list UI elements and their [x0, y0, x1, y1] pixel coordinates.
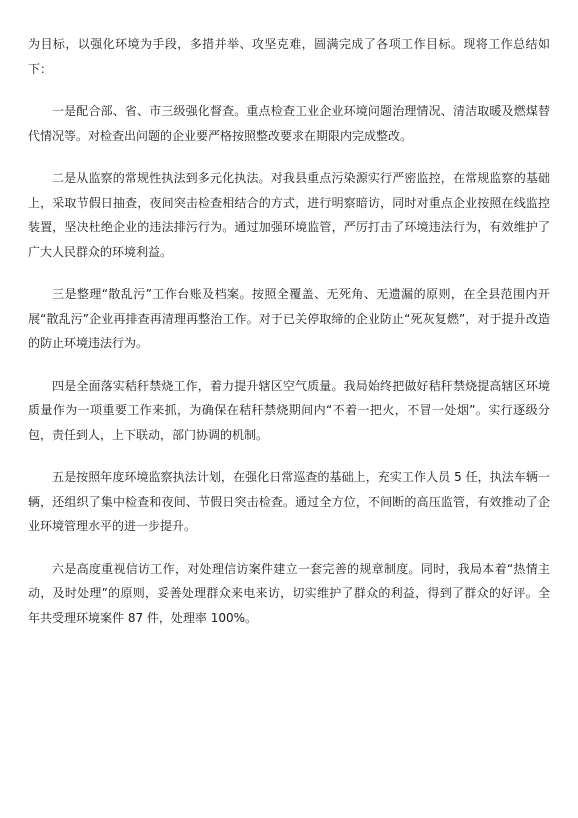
- paragraph-item-2: 二是从监察的常规性执法到多元化执法。对我县重点污染源实行严密监控，在常规监察的基础上，采取节假日抽查，夜间突击检查相结合的方式，进行明察暗访，同时对重点企业按照在线监控装置，坚决杜绝企业的违法排污行为。通过加强环境监管，严厉打击了环境违法行为，有效维护了广大人民群众的环境利益。: [28, 171, 550, 259]
- paragraph-item-4: 四是全面落实秸秆禁烧工作，着力提升辖区空气质量。我局始终把做好秸秆禁烧提高辖区环境质量作为一项重要工作来抓，为确保在秸秆禁烧期间内“不着一把火，不冒一处烟”。实行逐级分包，责任到人，上下联动，部门协调的机制。: [28, 378, 550, 442]
- paragraph-intro: 为目标，以强化环境为手段，多措并举、攻坚克难，圆满完成了各项工作目标。现将工作总结如下：: [28, 37, 550, 76]
- paragraph-item-3: 三是整理“散乱污”工作台账及档案。按照全覆盖、无死角、无遗漏的原则，在全县范围内开展“散乱污”企业再排查再清理再整治工作。对于已关停取缔的企业防止“死灰复燃”，对于提升改造的防止环境违法行为。: [28, 287, 550, 350]
- paragraph-item-5: 五是按照年度环境监察执法计划，在强化日常巡查的基础上，充实工作人员 5 任，执法车辆一辆，还组织了集中检查和夜间、节假日突击检查。通过全方位，不间断的高压监管，有效推动了企业环境管理水平的进一步提升。: [28, 470, 550, 533]
- paragraph-item-1: 一是配合部、省、市三级强化督查。重点检查工业企业环境问题治理情况、清洁取暖及燃煤替代情况等。对检查出问题的企业要严格按照整改要求在期限内完成整改。: [28, 104, 550, 143]
- paragraph-item-6: 六是高度重视信访工作，对处理信访案件建立一套完善的规章制度。同时，我局本着“热情主动，及时处理”的原则，妥善处理群众来电来访，切实维护了群众的利益，得到了群众的好评。全年共受理环境案件 87 件，处理率 100%。: [28, 561, 550, 625]
